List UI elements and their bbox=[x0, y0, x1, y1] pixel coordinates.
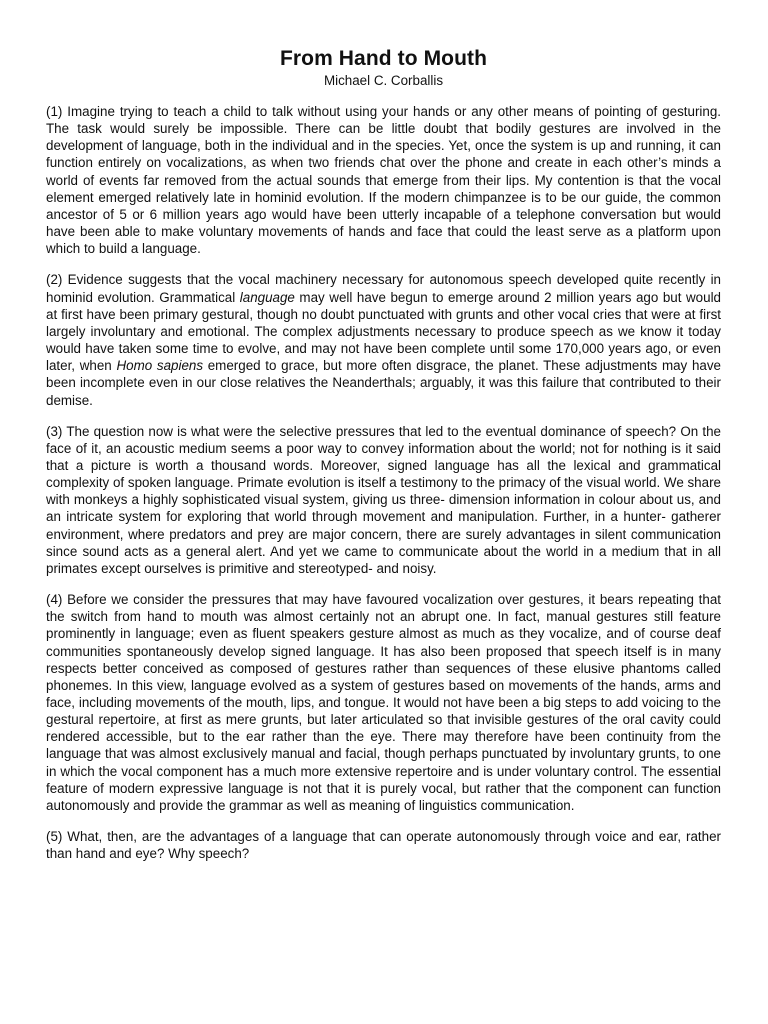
paragraph-text: (2) Evidence suggests that the vocal machinery necessary for autonomous speech developed quite recently in hominid evolution. Grammatical bbox=[46, 272, 721, 305]
paragraph-5 bbox=[46, 828, 721, 862]
italic-term: Homo sapiens bbox=[116, 358, 204, 374]
paragraph-3 bbox=[46, 423, 721, 577]
document-author: Michael C. Corballis bbox=[323, 73, 444, 88]
paragraph-text: (3) The question now is what were the selective pressures that led to the eventual dominance of speech? On the face of it, an acoustic medium seems a poor way to convey information about the world; not for nothing is it said that a picture is worth a thousand words. Moreover, signed language has all the lexical and grammatical complexity of spoken language. Primate evolution is itself a testimony to the primacy of the visual world. We share with monkeys a highly sophisticated visual system, giving us three- dimension information in colour about us, and an intricate system for exploring that world through movement and manipulation. Further, in a hunter- gatherer environment, where predators and prey are major concern, there are surely advantages in silent communication since sound acts as a general alert. And yet we came to communicate about the world in a medium that in all primates except ourselves is primitive and stereotyped- and noisy. bbox=[46, 423, 721, 576]
paragraph-2 bbox=[46, 271, 721, 408]
document-page bbox=[46, 46, 721, 876]
paragraph-text: (5) What, then, are the advantages of a language that can operate autonomously through voice and ear, rather than hand and eye? Why speech? bbox=[46, 829, 721, 862]
paragraph-4 bbox=[46, 591, 721, 814]
paragraph-text: (4) Before we consider the pressures that may have favoured vocalization over gestures, it bears repeating that the switch from hand to mouth was almost certainly not an abrupt one. In fact, manual gestures still feature prominently in language; even as fluent speakers gesture almost as much as they vocalize, and of course deaf communities spontaneously develop signed language. It has also been proposed that speech itself is in many respects better conceived as composed of gestures rather than sequences of these elusive phantoms called phonemes. In this view, language evolved as a system of gestures based on movements of the hands, arms and face, including movements of the mouth, lips, and tongue. It would not have been a big steps to add voicing to the gestural repertoire, at first as mere grunts, but later articulated so that invisible gestures of the oral cavity could rendered accessible, but to the ear rather than the eye. There may therefore have been continuity from the language that was almost exclusively manual and facial, though perhaps punctuated by involuntary grunts, to one in which the vocal component has a much more extensive repertoire and is under voluntary control. The essential feature of modern expressive language is not that it is purely vocal, but rather that the component can function autonomously and provide the grammar as well as meaning of linguistics communication. bbox=[46, 592, 721, 813]
paragraph-text: emerged to grace, but more often disgrace, the planet. These adjustments may have been incomplete even in our close relatives the Neanderthals; arguably, it was this failure that contributed to their demise. bbox=[46, 358, 721, 408]
document-title: From Hand to Mouth bbox=[279, 47, 488, 70]
italic-term: language bbox=[239, 289, 295, 305]
paragraph-text: may well have begun to emerge around 2 million years ago but would at first have been primary gestural, though no doubt punctuated with grunts and other vocal cries that were at first largely involuntary and emotional. The complex adjustments necessary to produce speech as we know it today would have taken some time to evolve, and may not have been complete until some 170,000 years ago, or even later, when bbox=[46, 289, 721, 374]
paragraph-text: (1) Imagine trying to teach a child to talk without using your hands or any other means of pointing of gesturing. The task would surely be impossible. There can be little doubt that bodily gestures are involved in the development of language, both in the individual and in the species. Yet, once the system is up and running, it can function entirely on vocalizations, as when two friends chat over the phone and create in each other’s minds a world of events far removed from the actual sounds that emerge from their lips. My contention is that the vocal element emerged relatively late in hominid evolution. If the modern chimpanzee is to be our guide, the common ancestor of 5 or 6 million years ago would have been utterly incapable of a telephone conversation but would have been able to make voluntary movements of hands and face that could the least serve as a platform upon which to build a language. bbox=[46, 104, 721, 257]
paragraph-1 bbox=[46, 103, 721, 257]
